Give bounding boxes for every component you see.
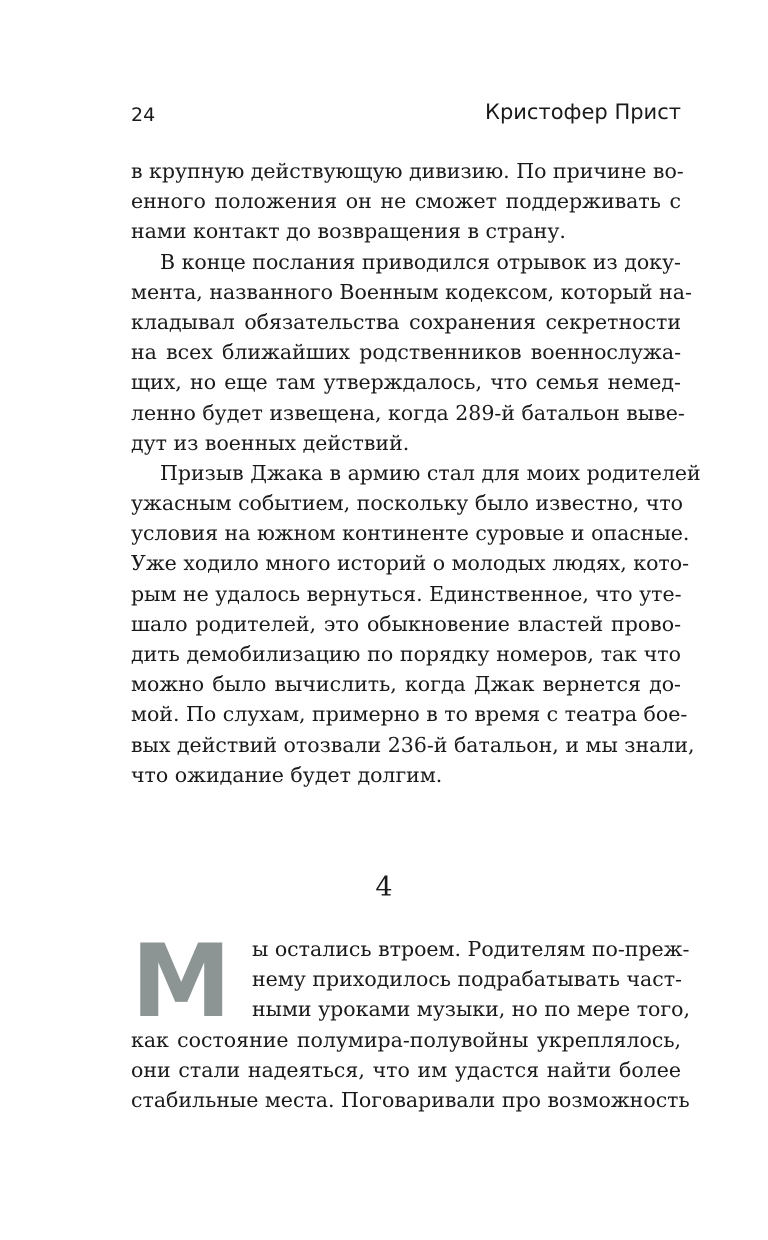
drop-cap: М	[131, 922, 229, 1040]
text-line: стабильные места. Поговаривали про возможность	[131, 1087, 690, 1112]
running-head-author: Кристофер Прист	[485, 100, 681, 124]
text-line: условия на южном континенте суровые и опасные.	[131, 521, 690, 546]
text-line: ными уроками музыки, но по мере того,	[252, 997, 690, 1022]
text-line: рым не удалось вернуться. Единственное, что уте-	[131, 581, 682, 606]
chapter-number: 4	[375, 872, 393, 903]
text-line: можно было вычислить, когда Джак вернется до-	[131, 672, 681, 697]
text-line: мента, названного Военным кодексом, который на-	[131, 279, 692, 304]
text-line: нами контакт до возвращения в страну.	[131, 219, 566, 244]
chapter-text	[131, 922, 690, 1115]
text-line: Уже ходило много историй о молодых людях, кото-	[131, 551, 690, 576]
text-line: енного положения он не сможет поддерживать с	[131, 189, 681, 214]
text-line: что ожидание будет долгим.	[131, 762, 443, 787]
page-header	[131, 100, 681, 130]
text-line: вых действий отозвали 236-й батальон, и мы знали,	[131, 732, 695, 757]
text-line: дить демобилизацию по порядку номеров, так что	[131, 642, 681, 666]
text-line: кладывал обязательства сохранения секретности	[131, 309, 681, 334]
text-line: щих, но еще там утверждалось, что семья немед-	[131, 370, 681, 395]
text-line: шало родителей, это обыкновение властей прово-	[131, 611, 681, 636]
text-line: ы остались втроем. Родителям по-преж-	[252, 937, 690, 961]
text-line: Призыв Джака в армию стал для моих родителей	[160, 460, 701, 485]
page-number: 24	[131, 104, 156, 126]
body-text	[131, 156, 701, 790]
text-line: как состояние полумира-полувойны укреплялось,	[131, 1027, 681, 1052]
text-line: В конце послания приводился отрывок из доку-	[160, 249, 681, 274]
text-line: ужасным событием, поскольку было известно, что	[131, 491, 684, 516]
text-line: дут из военных действий.	[131, 430, 410, 455]
text-line: нему приходилось подрабатывать част-	[252, 967, 682, 992]
text-line: мой. По слухам, примерно в то время с театра бое-	[131, 702, 688, 727]
text-line: на всех ближайших родственников военнослужа-	[131, 340, 681, 365]
text-line: ленно будет извещена, когда 289-й батальон выве-	[131, 400, 685, 425]
text-line: они стали надеяться, что им удастся найти более	[131, 1057, 681, 1082]
text-line: в крупную действующую дивизию. По причине во-	[131, 159, 684, 183]
